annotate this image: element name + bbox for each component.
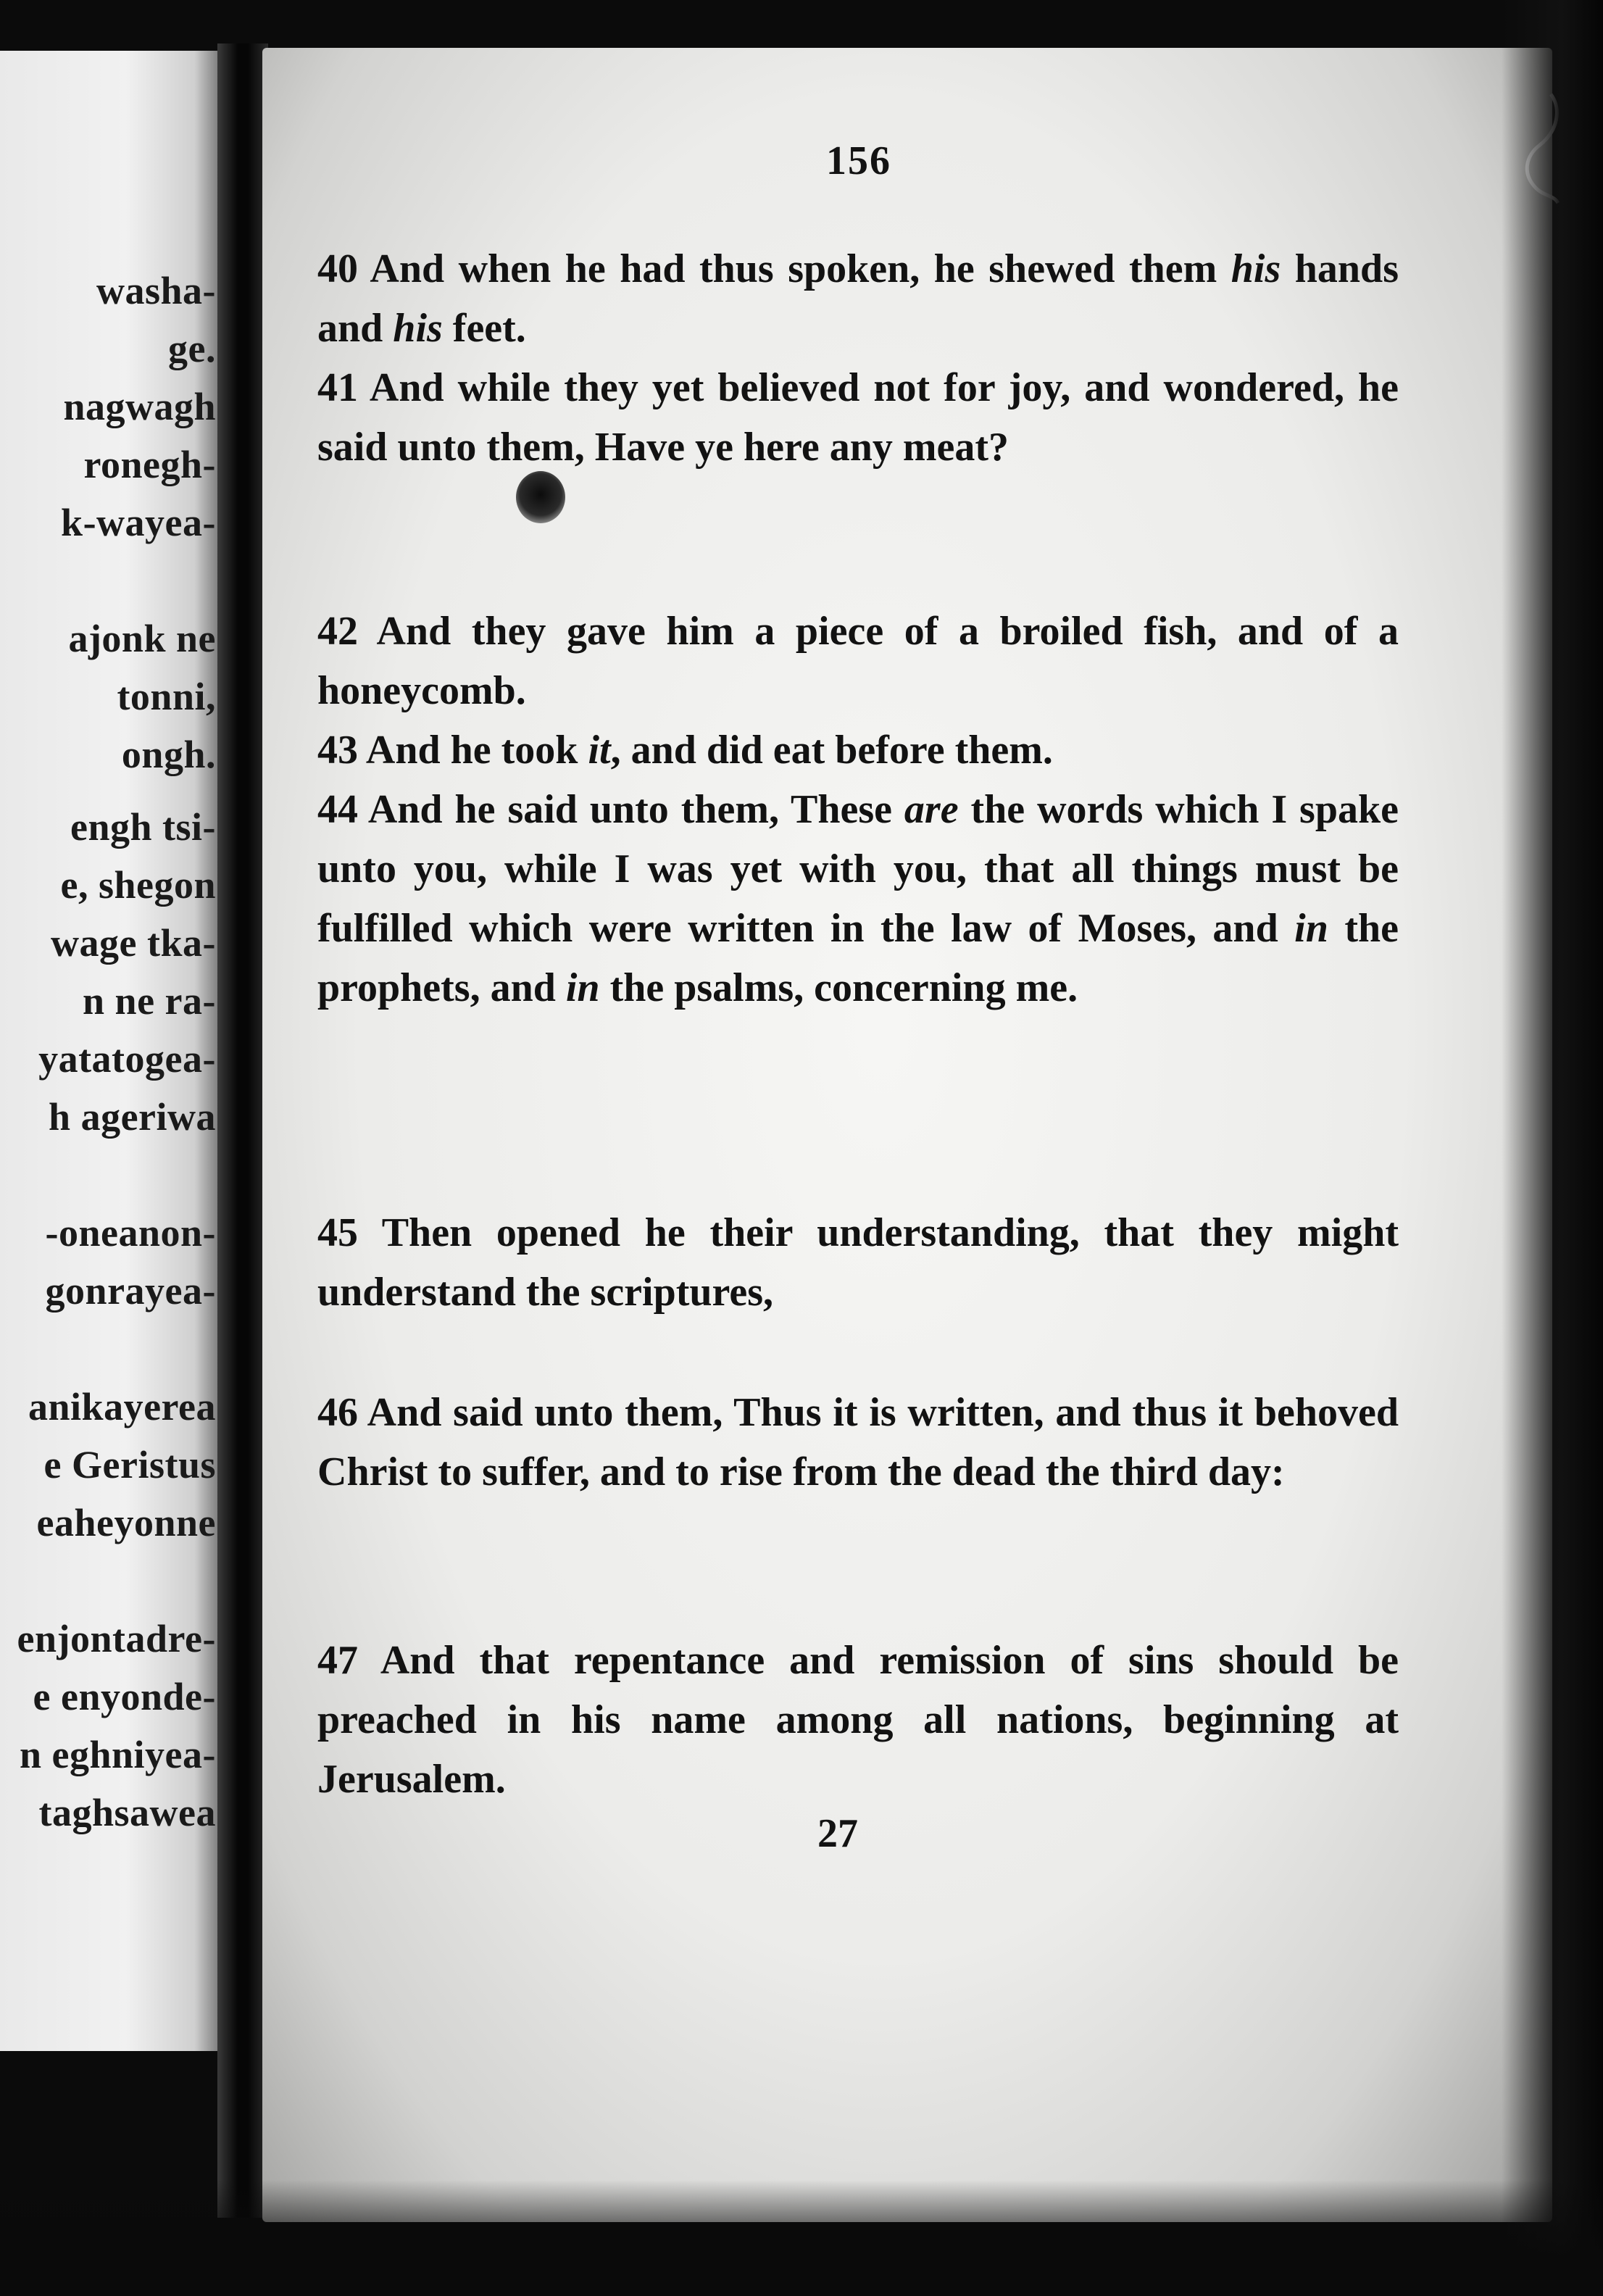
left-page-line: taghsawea (38, 1791, 216, 1834)
left-page-line: wage tka- (51, 921, 216, 965)
verse-45: 45 Then opened he their understanding, that they might understand the scriptures, (317, 1210, 1399, 1315)
left-page-line: h ageriwa (49, 1095, 216, 1139)
left-page-line: gonrayea- (45, 1269, 216, 1313)
book-gutter (217, 43, 268, 2218)
left-page-line: yatatogea- (38, 1037, 216, 1081)
verse-41: 41 And while they yet believed not for joy, and wondered, he said unto them, Have ye here any meat? (317, 365, 1399, 470)
left-page-line: k-wayea- (61, 501, 216, 544)
left-page-line: e Geristus (43, 1443, 216, 1486)
left-page-line: washa- (96, 269, 216, 312)
scan-bottom-shadow (0, 2180, 1603, 2296)
verse-number: 45 (317, 1210, 382, 1255)
left-page-line: eaheyonne (36, 1501, 216, 1544)
verse-44: 44 And he said unto them, These are the words which I spake unto you, while I was yet with you, that all things must be fulfilled which were written in the law of Moses, and in the prophets, and in the psalms, concerning me. (317, 787, 1399, 1010)
left-page-line: e enyonde- (33, 1675, 216, 1718)
verse-number: 47 (317, 1638, 380, 1683)
verse-number: 42 (317, 609, 377, 654)
verse-47: 47 And that repentance and remission of sins should be preached in his name among all nations, beginning at Jerusalem. (317, 1638, 1399, 1802)
verse-number: 44 (317, 787, 368, 832)
left-page-line: anikayerea (28, 1385, 216, 1428)
left-page-line: ge. (168, 327, 216, 370)
verse-number: 46 (317, 1390, 367, 1435)
left-page-line: tonni, (117, 675, 216, 718)
verse-number: 41 (317, 365, 370, 410)
left-facing-page (0, 51, 229, 2051)
left-page-line: ajonk ne (68, 617, 216, 660)
verse-46: 46 And said unto them, Thus it is written, and thus it behoved Christ to suffer, and to rise from the dead the third day: (317, 1390, 1399, 1494)
page-number: 156 (826, 138, 891, 183)
signature-mark: 27 (817, 1811, 858, 1856)
verse-number: 40 (317, 246, 370, 291)
verse-42: 42 And they gave him a piece of a broiled fish, and of a honeycomb. (317, 609, 1399, 713)
left-page-line: n eghniyea- (19, 1733, 216, 1776)
verse-43: 43 And he took it, and did eat before them. (317, 728, 1053, 773)
verse-40: 40 And when he had thus spoken, he shewed them his hands and his feet. (317, 246, 1399, 351)
left-page-line: engh tsi- (70, 805, 216, 849)
left-page-line: n ne ra- (83, 979, 216, 1023)
left-page-line: nagwagh (63, 385, 216, 428)
left-page-line: ongh. (121, 733, 216, 776)
left-page-line: ronegh- (83, 443, 216, 486)
ink-blot (516, 471, 565, 523)
left-page-line: e, shegon (60, 863, 216, 907)
left-page-line: -oneanon- (45, 1211, 216, 1255)
scan-edge-shadow (1502, 0, 1603, 2296)
verse-number: 43 (317, 728, 366, 773)
left-page-line: enjontadre- (17, 1617, 216, 1660)
